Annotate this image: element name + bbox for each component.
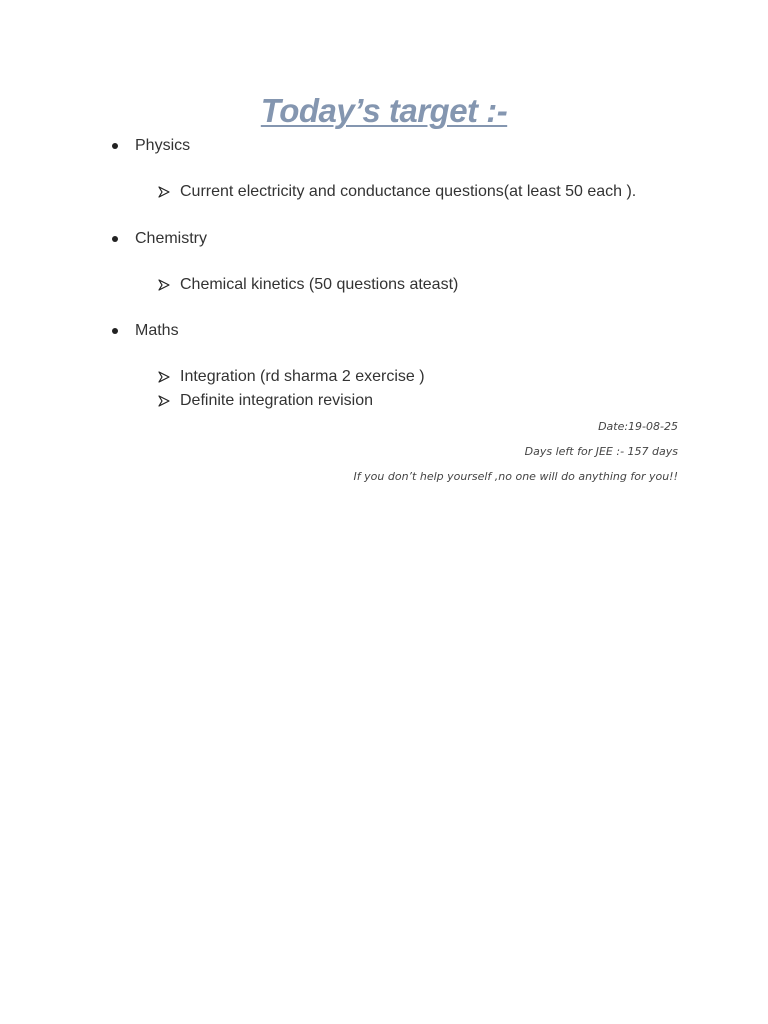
subject-label: Physics [135,137,191,154]
task-label: Integration (rd sharma 2 exercise ) [180,368,425,385]
motivation-note: If you don’t help yourself ,no one will do anything for you!! [353,470,678,483]
subject-maths [112,321,179,341]
task-label: Current electricity and conductance questions(at least 50 each ). [180,183,637,200]
date-note: Date:19-08-25 [598,420,678,433]
task-label: Chemical kinetics (50 questions ateast) [180,276,459,293]
subject-label: Maths [135,322,179,339]
arrow-bullet-icon [158,186,172,198]
bullet-icon [112,328,118,334]
task-item [158,275,458,295]
task-item [158,391,373,411]
task-item [158,367,425,387]
arrow-bullet-icon [158,371,172,383]
bullet-icon [112,236,118,242]
days-left-note: Days left for JEE :- 157 days [524,445,678,458]
subject-label: Chemistry [135,230,208,247]
page-title: Today’s target :- [260,92,508,129]
task-item [158,182,636,202]
task-label: Definite integration revision [180,392,373,409]
arrow-bullet-icon [158,395,172,407]
arrow-bullet-icon [158,279,172,291]
subject-physics [112,136,190,156]
subject-chemistry [112,229,207,249]
bullet-icon [112,143,118,149]
